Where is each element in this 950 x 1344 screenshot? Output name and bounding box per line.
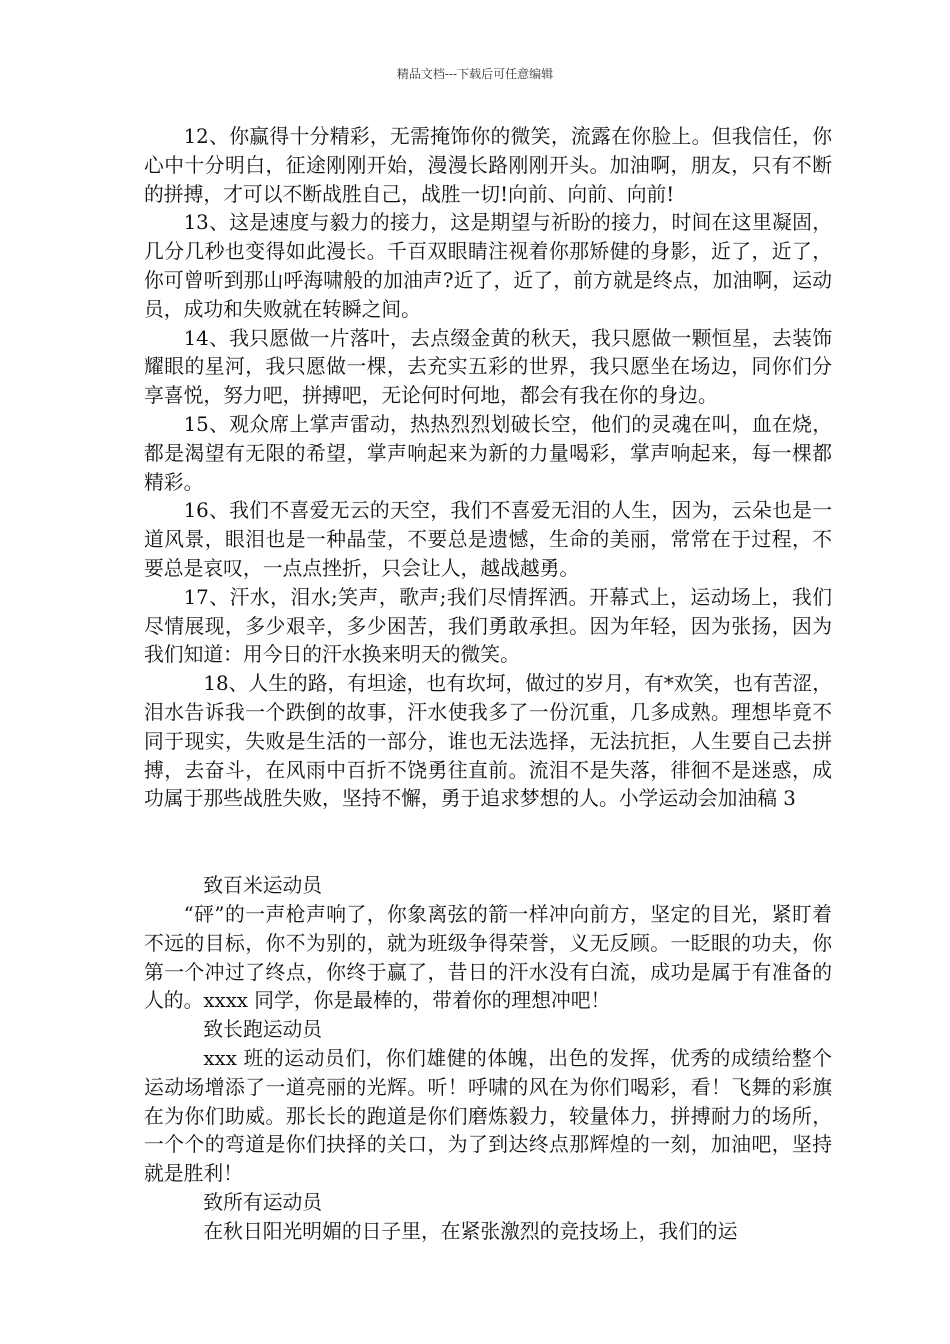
document-body <box>144 123 832 1246</box>
page-header: 精品文档---下载后可任意编辑 <box>396 67 554 81</box>
paragraph-15: 15、观众席上掌声雷动，热热烈烈划破长空，他们的灵魂在叫，血在烧，都是渴望有无限的希望，掌声响起来为新的力量喝彩，掌声响起来，每一棵都精彩。 <box>144 412 832 494</box>
paragraph-12: 12、你赢得十分精彩，无需掩饰你的微笑，流露在你脸上。但我信任，你心中十分明白，征途刚刚开始，漫漫长路刚刚开头。加油啊，朋友，只有不断的拼搏，才可以不断战胜自己，战胜一切!向前、向前、向前! <box>144 125 832 206</box>
heading-all-athletes: 致所有运动员 <box>203 1190 323 1214</box>
heading-long-distance: 致长跑运动员 <box>203 1018 323 1042</box>
paragraph-17: 17、汗水，泪水;笑声，歌声;我们尽情挥洒。开幕式上，运动场上，我们尽情展现，多少艰辛，多少困苦，我们勇敢承担。因为年轻，因为张扬，因为我们知道：用今日的汗水换来明天的微笑。 <box>144 585 832 667</box>
paragraph-sprinters: “砰”的一声枪声响了，你象离弦的箭一样冲向前方，坚定的目光，紧盯着不远的目标，你不为别的，就为班级争得荣誉，义无反顾。一眨眼的功夫，你第一个冲过了终点，你终于赢了，昔日的汗水没有白流，成功是属于有准备的人的。xxxx 同学，你是最棒的，带着你的理想冲吧！ <box>144 902 832 1013</box>
heading-sprinters: 致百米运动员 <box>203 874 323 898</box>
section-gap <box>144 814 832 872</box>
paragraph-14: 14、我只愿做一片落叶，去点缀金黄的秋天，我只愿做一颗恒星，去装饰耀眼的星河，我只愿做一棵，去充实五彩的世界，我只愿坐在场边，同你们分享喜悦，努力吧，拼搏吧，无论何时何地，都会有我在你的身边。 <box>144 326 832 408</box>
paragraph-all-athletes: 在秋日阳光明媚的日子里，在紧张激烈的竞技场上，我们的运 <box>203 1219 738 1243</box>
paragraph-16: 16、我们不喜爱无云的天空，我们不喜爱无泪的人生，因为，云朵也是一道风景，眼泪也是一种晶莹，不要总是遗憾，生命的美丽，常常在于过程，不要总是哀叹，一点点挫折，只会让人，越战越勇。 <box>144 499 832 580</box>
paragraph-13: 13、这是速度与毅力的接力，这是期望与祈盼的接力，时间在这里凝固，几分几秒也变得如此漫长。千百双眼睛注视着你那矫健的身影，近了，近了，你可曾听到那山呼海啸般的加油声?近了，近了，前方就是终点，加油啊，运动员，成功和失败就在转瞬之间。 <box>144 211 832 321</box>
paragraph-18: 18、人生的路，有坦途，也有坎坷，做过的岁月，有*欢笑，也有苦涩，泪水告诉我一个跌倒的故事，汗水使我多了一份沉重，几多成熟。理想毕竟不同于现实，失败是生活的一部分，谁也无法选择，无法抗拒，人生要自己去拼搏，去奋斗，在风雨中百折不饶勇往直前。流泪不是失落，徘徊不是迷惑，成功属于那些战胜失败，坚持不懈，勇于追求梦想的人。小学运动会加油稿 3 <box>144 672 832 811</box>
paragraph-long-distance: xxx 班的运动员们，你们雄健的体魄，出色的发挥，优秀的成绩给整个运动场增添了一道亮丽的光辉。听！呼啸的风在为你们喝彩，看！飞舞的彩旗在为你们助威。那长长的跑道是你们磨炼毅力，较量体力，拼搏耐力的场所，一个个的弯道是你们抉择的关口，为了到达终点那辉煌的一刻，加油吧，坚持就是胜利！ <box>144 1046 832 1186</box>
